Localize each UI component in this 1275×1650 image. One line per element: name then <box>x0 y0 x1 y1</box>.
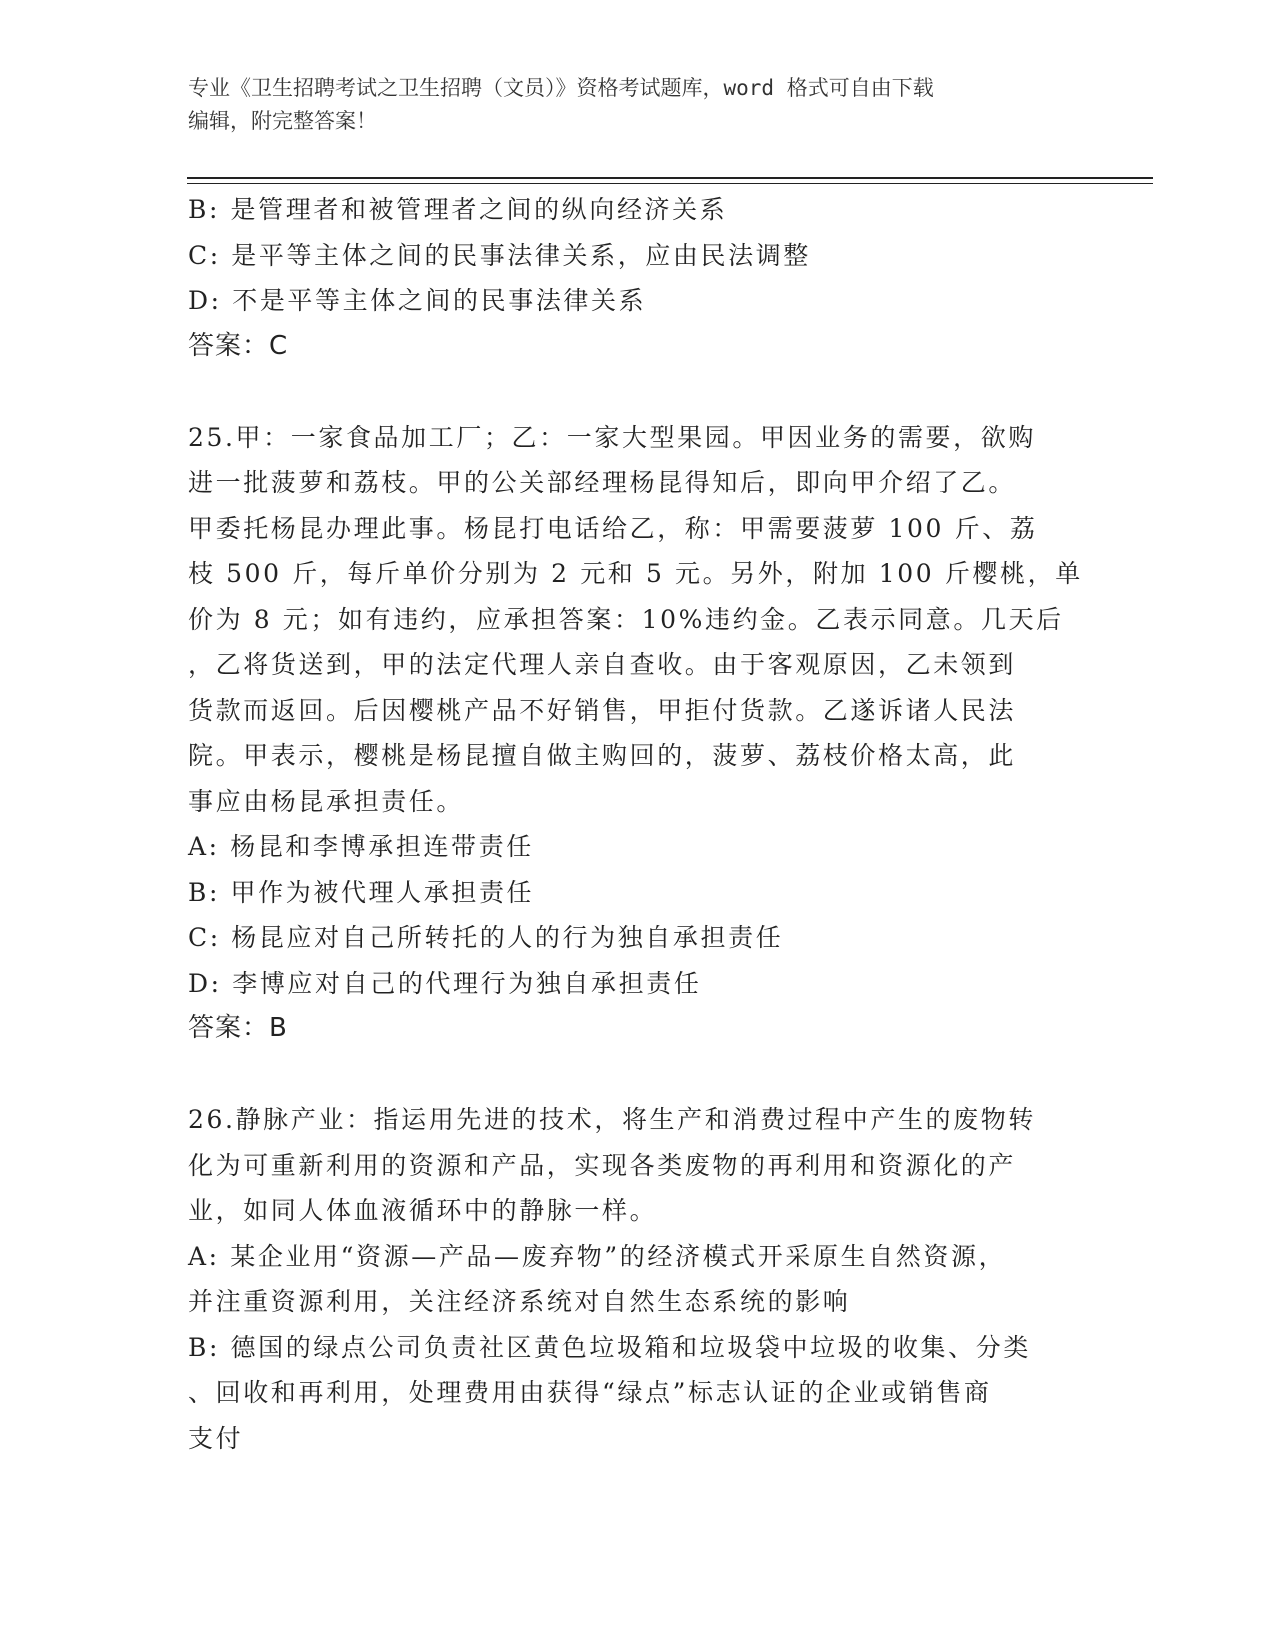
option-b: B: 德国的绿点公司负责社区黄色垃圾箱和垃圾袋中垃圾的收集、分类 <box>188 1332 1031 1362</box>
question-stem-line: 事应由杨昆承担责任。 <box>188 786 465 816</box>
question-stem-line: 甲委托杨昆办理此事。杨昆打电话给乙，称：甲需要菠萝 100 斤、荔 <box>188 513 1038 543</box>
question-stem-line: 货款而返回。后因樱桃产品不好销售，甲拒付货款。乙遂诉诸人民法 <box>188 695 1017 725</box>
option-b-continued: 、回收和再利用，处理费用由获得“绿点”标志认证的企业或销售商 <box>188 1378 992 1407</box>
spacer <box>188 1052 1088 1098</box>
question-24-tail <box>188 187 1088 369</box>
answer-label: 答案：B <box>188 1013 288 1043</box>
header-divider-thin <box>187 183 1153 184</box>
option-b: B: 是管理者和被管理者之间的纵向经济关系 <box>188 195 728 224</box>
question-26 <box>188 1097 1088 1461</box>
question-stem-line: 25.甲：一家食品加工厂；乙：一家大型果园。甲因业务的需要，欲购 <box>188 422 1036 452</box>
option-d: D: 李博应对自己的代理行为独自承担责任 <box>188 968 702 998</box>
question-stem-line: 业，如同人体血液循环中的静脉一样。 <box>188 1196 658 1225</box>
question-content <box>188 187 1088 1461</box>
question-stem-line: 进一批菠萝和荔枝。甲的公关部经理杨昆得知后，即向甲介绍了乙。 <box>188 468 1017 497</box>
question-stem-line: 化为可重新利用的资源和产品，实现各类废物的再利用和资源化的产 <box>188 1150 1017 1180</box>
option-b: B: 甲作为被代理人承担责任 <box>188 877 535 907</box>
option-a: A: 杨昆和李博承担连带责任 <box>188 832 534 861</box>
option-b-continued: 支付 <box>188 1423 244 1453</box>
question-stem-line: 院。甲表示，樱桃是杨昆擅自做主购回的，菠萝、荔枝价格太高，此 <box>188 741 1017 770</box>
option-a-continued: 并注重资源利用，关注经济系统对自然生态系统的影响 <box>188 1287 851 1316</box>
question-25 <box>188 415 1088 1052</box>
question-stem-line: 枝 500 斤，每斤单价分别为 2 元和 5 元。另外，附加 100 斤樱桃，单 <box>188 559 1083 588</box>
option-d: D: 不是平等主体之间的民事法律关系 <box>188 286 647 315</box>
question-stem-line: 价为 8 元；如有违约，应承担答案：10%违约金。乙表示同意。几天后 <box>188 604 1064 634</box>
document-header <box>188 72 1068 138</box>
question-stem-line: 26.静脉产业：指运用先进的技术，将生产和消费过程中产生的废物转 <box>188 1105 1036 1134</box>
header-line-2: 编辑，附完整答案！ <box>188 109 377 133</box>
option-c: C: 杨昆应对自己所转托的人的行为独自承担责任 <box>188 923 784 952</box>
option-c: C: 是平等主体之间的民事法律关系，应由民法调整 <box>188 240 811 270</box>
answer-label: 答案：C <box>188 330 289 361</box>
header-divider-thick <box>187 177 1153 179</box>
option-a: A: 某企业用“资源—产品—废弃物”的经济模式开采原生自然资源， <box>188 1241 1007 1271</box>
spacer <box>188 369 1088 415</box>
question-stem-line: ，乙将货送到，甲的法定代理人亲自查收。由于客观原因，乙未领到 <box>188 650 1017 679</box>
header-line-1: 专业《卫生招聘考试之卫生招聘（文员）》资格考试题库，word 格式可自由下载 <box>188 76 934 100</box>
